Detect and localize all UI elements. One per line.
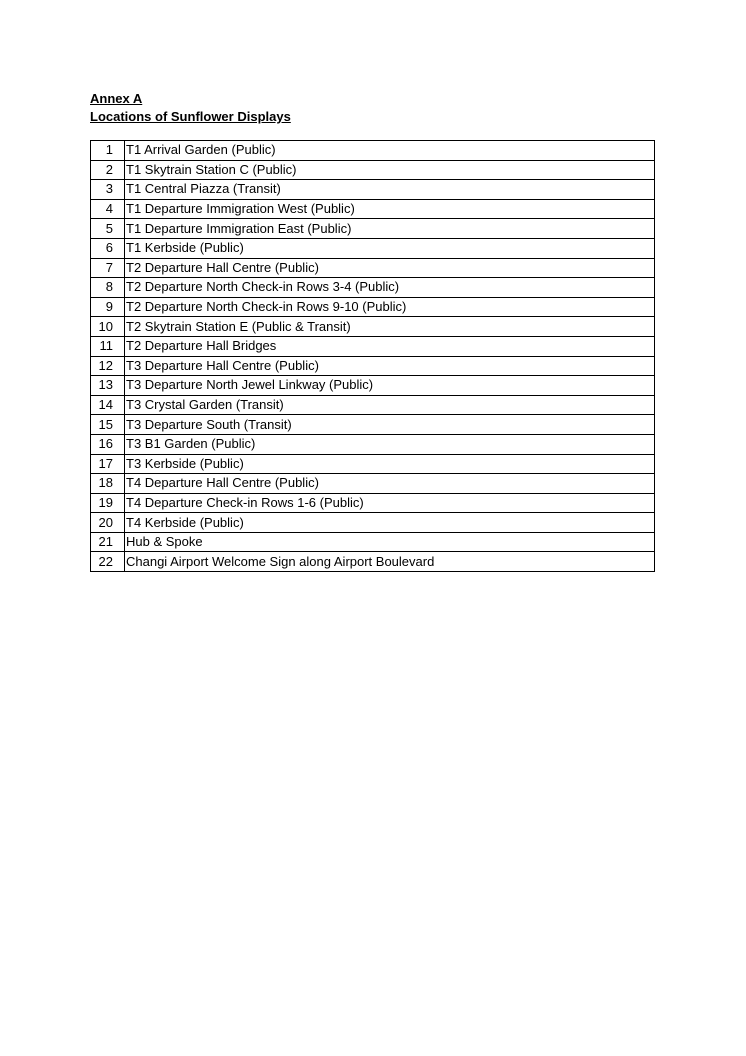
table-row xyxy=(91,141,655,161)
row-number: 10 xyxy=(91,317,125,337)
row-number: 16 xyxy=(91,434,125,454)
location-name: T3 Departure South (Transit) xyxy=(125,415,655,435)
row-number: 21 xyxy=(91,532,125,552)
table-row xyxy=(91,454,655,474)
table-row xyxy=(91,434,655,454)
row-number: 11 xyxy=(91,336,125,356)
location-name: T1 Kerbside (Public) xyxy=(125,238,655,258)
table-row xyxy=(91,415,655,435)
table-row xyxy=(91,513,655,533)
row-number: 19 xyxy=(91,493,125,513)
location-name: T2 Departure Hall Centre (Public) xyxy=(125,258,655,278)
row-number: 1 xyxy=(91,141,125,161)
row-number: 7 xyxy=(91,258,125,278)
row-number: 17 xyxy=(91,454,125,474)
row-number: 13 xyxy=(91,376,125,396)
table-row xyxy=(91,278,655,298)
location-name: T1 Arrival Garden (Public) xyxy=(125,141,655,161)
location-name: T2 Skytrain Station E (Public & Transit) xyxy=(125,317,655,337)
row-number: 12 xyxy=(91,356,125,376)
location-name: T4 Departure Check-in Rows 1-6 (Public) xyxy=(125,493,655,513)
location-name: T2 Departure Hall Bridges xyxy=(125,336,655,356)
table-row xyxy=(91,297,655,317)
location-name: T3 Crystal Garden (Transit) xyxy=(125,395,655,415)
location-name: Changi Airport Welcome Sign along Airport Boulevard xyxy=(125,552,655,572)
table-row xyxy=(91,258,655,278)
row-number: 2 xyxy=(91,160,125,180)
location-name: T1 Departure Immigration East (Public) xyxy=(125,219,655,239)
table-row xyxy=(91,336,655,356)
table-row xyxy=(91,356,655,376)
locations-table xyxy=(90,140,655,572)
table-row xyxy=(91,493,655,513)
annex-subtitle: Locations of Sunflower Displays xyxy=(90,109,291,124)
table-row xyxy=(91,160,655,180)
row-number: 4 xyxy=(91,199,125,219)
location-name: T4 Kerbside (Public) xyxy=(125,513,655,533)
table-row xyxy=(91,219,655,239)
location-name: Hub & Spoke xyxy=(125,532,655,552)
location-name: T4 Departure Hall Centre (Public) xyxy=(125,474,655,494)
location-name: T1 Central Piazza (Transit) xyxy=(125,180,655,200)
row-number: 20 xyxy=(91,513,125,533)
locations-table-body xyxy=(91,141,655,572)
location-name: T2 Departure North Check-in Rows 3-4 (Public) xyxy=(125,278,655,298)
table-row xyxy=(91,395,655,415)
row-number: 15 xyxy=(91,415,125,435)
table-row xyxy=(91,552,655,572)
location-name: T3 Departure North Jewel Linkway (Public) xyxy=(125,376,655,396)
location-name: T3 B1 Garden (Public) xyxy=(125,434,655,454)
location-name: T1 Departure Immigration West (Public) xyxy=(125,199,655,219)
annex-title: Annex A xyxy=(90,91,143,106)
table-row xyxy=(91,532,655,552)
table-row xyxy=(91,180,655,200)
table-row xyxy=(91,376,655,396)
location-name: T1 Skytrain Station C (Public) xyxy=(125,160,655,180)
row-number: 5 xyxy=(91,219,125,239)
table-row xyxy=(91,199,655,219)
location-name: T2 Departure North Check-in Rows 9-10 (Public) xyxy=(125,297,655,317)
row-number: 18 xyxy=(91,474,125,494)
row-number: 14 xyxy=(91,395,125,415)
table-row xyxy=(91,317,655,337)
table-row xyxy=(91,474,655,494)
location-name: T3 Departure Hall Centre (Public) xyxy=(125,356,655,376)
row-number: 3 xyxy=(91,180,125,200)
row-number: 9 xyxy=(91,297,125,317)
table-row xyxy=(91,238,655,258)
row-number: 22 xyxy=(91,552,125,572)
row-number: 6 xyxy=(91,238,125,258)
row-number: 8 xyxy=(91,278,125,298)
location-name: T3 Kerbside (Public) xyxy=(125,454,655,474)
